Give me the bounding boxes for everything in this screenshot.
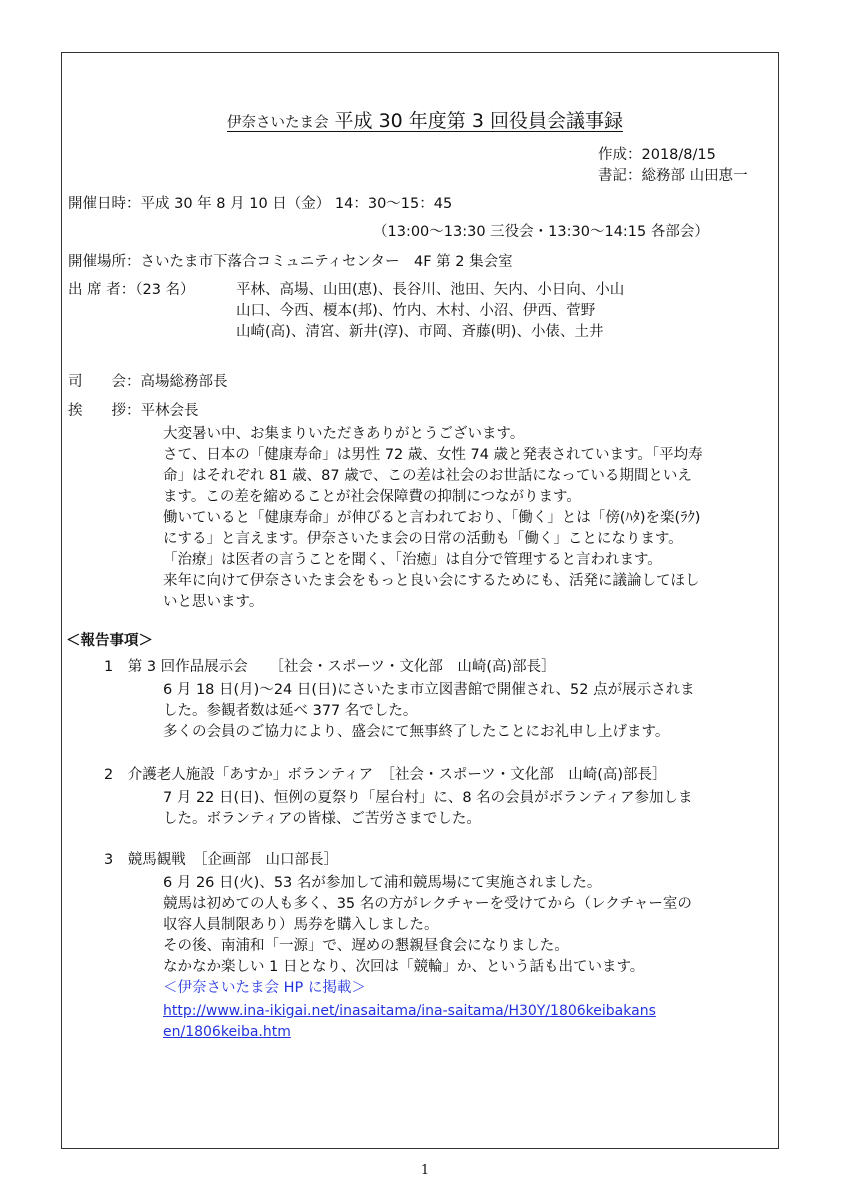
attendees-line: 山崎(高)、清宮、新井(淳)、市岡、斉藤(明)、小俵、土井 [236, 324, 604, 340]
meeting-venue: 開催場所：さいたま市下落合コミュニティセンター 4F 第 2 集会室 [68, 254, 513, 270]
greeting-line: ます。この差を縮めることが社会保障費の抑制につながります。 [163, 489, 581, 505]
page-number: 1 [420, 1163, 430, 1178]
greeting-line: 大変暑い中、お集まりいただきありがとうございます。 [163, 426, 525, 442]
report-3-line: 収容人員制限あり）馬券を購入しました。 [163, 917, 439, 933]
greeting-line: にする」と言えます。伊奈さいたま会の日常の活動も「働く」ことになります。 [163, 531, 683, 547]
report-3-title: 3 競馬観戦 ［企画部 山口部長］ [104, 852, 338, 868]
attendees-label: 出 席 者：（23 名） [68, 282, 195, 298]
report-3-line: その後、南浦和「一源」で、遅めの懇親昼食会になりました。 [163, 938, 569, 954]
greeting-line: いと思います。 [163, 594, 264, 610]
hp-link-text[interactable]: http://www.ina-ikigai.net/inasaitama/ina-saitama/H30Y/1806keibakans [163, 1003, 656, 1019]
created-date: 作成：2018/8/15 [598, 147, 716, 163]
report-1-line: 6 月 18 日(月)～24 日(日)にさいたま市立図書館で開催され、52 点が展示されま [163, 682, 695, 698]
secretary: 書記：総務部 山田恵一 [598, 168, 748, 184]
report-1-line: 多くの会員のご協力により、盛会にて無事終了したことにお礼申し上げます。 [163, 724, 670, 740]
greeting-label: 挨 拶：平林会長 [68, 403, 199, 419]
reports-heading: ＜報告事項＞ [66, 633, 153, 649]
greeting-line: 「治療」は医者の言うことを聞く、「治癒」は自分で管理すると言われます。 [163, 552, 662, 568]
report-2-line: 7 月 22 日(日)、恒例の夏祭り「屋台村」に、8 名の会員がボランティア参加しま [163, 790, 693, 806]
attendees-line: 山口、今西、榎本(邦)、竹内、木村、小沼、伊西、菅野 [236, 303, 596, 319]
hp-link-continued[interactable] [163, 1025, 291, 1039]
report-1-title: 1 第 3 回作品展示会 ［社会・スポーツ・文化部 山崎(高)部長］ [104, 659, 556, 675]
meeting-date: 開催日時：平成 30 年 8 月 10 日（金） 14：30～15：45 [68, 196, 453, 212]
hp-posting-label: ＜伊奈さいたま会 HP に掲載＞ [163, 980, 366, 996]
report-3-line: なかなか楽しい 1 日となり、次回は「競輪」か、という話も出ています。 [163, 959, 645, 975]
report-2-line: した。ボランティアの皆様、ご苦労さまでした。 [163, 811, 481, 827]
greeting-line: 命」はそれぞれ 81 歳、87 歳で、この差は社会のお世話になっている期間といえ [163, 468, 692, 484]
greeting-line: 働いていると「健康寿命」が伸びると言われており、「働く」とは「傍(ﾊﾀ)を楽(ﾗｸ) [163, 510, 701, 526]
attendees-line: 平林、高場、山田(恵)、長谷川、池田、矢内、小日向、小山 [236, 282, 625, 298]
hp-link[interactable] [163, 1004, 656, 1018]
document-title [0, 106, 850, 133]
report-2-title: 2 介護老人施設「あすか」ボランティア ［社会・スポーツ・文化部 山崎(高)部長］ [104, 767, 667, 783]
meeting-schedule: （13:00～13:30 三役会・13:30～14:15 各部会） [373, 224, 709, 240]
chairperson: 司 会：高場総務部長 [68, 374, 228, 390]
greeting-line: 来年に向けて伊奈さいたま会をもっと良い会にするためにも、活発に議論してほし [163, 573, 700, 589]
org-name: 伊奈さいたま会 [227, 115, 329, 131]
report-3-line: 競馬は初めての人も多く、35 名の方がレクチャーを受けてから（レクチャー室の [163, 896, 692, 912]
report-3-line: 6 月 26 日(火)、53 名が参加して浦和競馬場にて実施されました。 [163, 875, 602, 891]
greeting-line: さて、日本の「健康寿命」は男性 72 歳、女性 74 歳と発表されています。「平均寿 [163, 447, 703, 463]
hp-link-text[interactable]: en/1806keiba.htm [163, 1024, 291, 1040]
report-1-line: した。参観者数は延べ 377 名でした。 [163, 703, 418, 719]
meeting-title: 平成 30 年度第 3 回役員会議事録 [334, 110, 623, 132]
